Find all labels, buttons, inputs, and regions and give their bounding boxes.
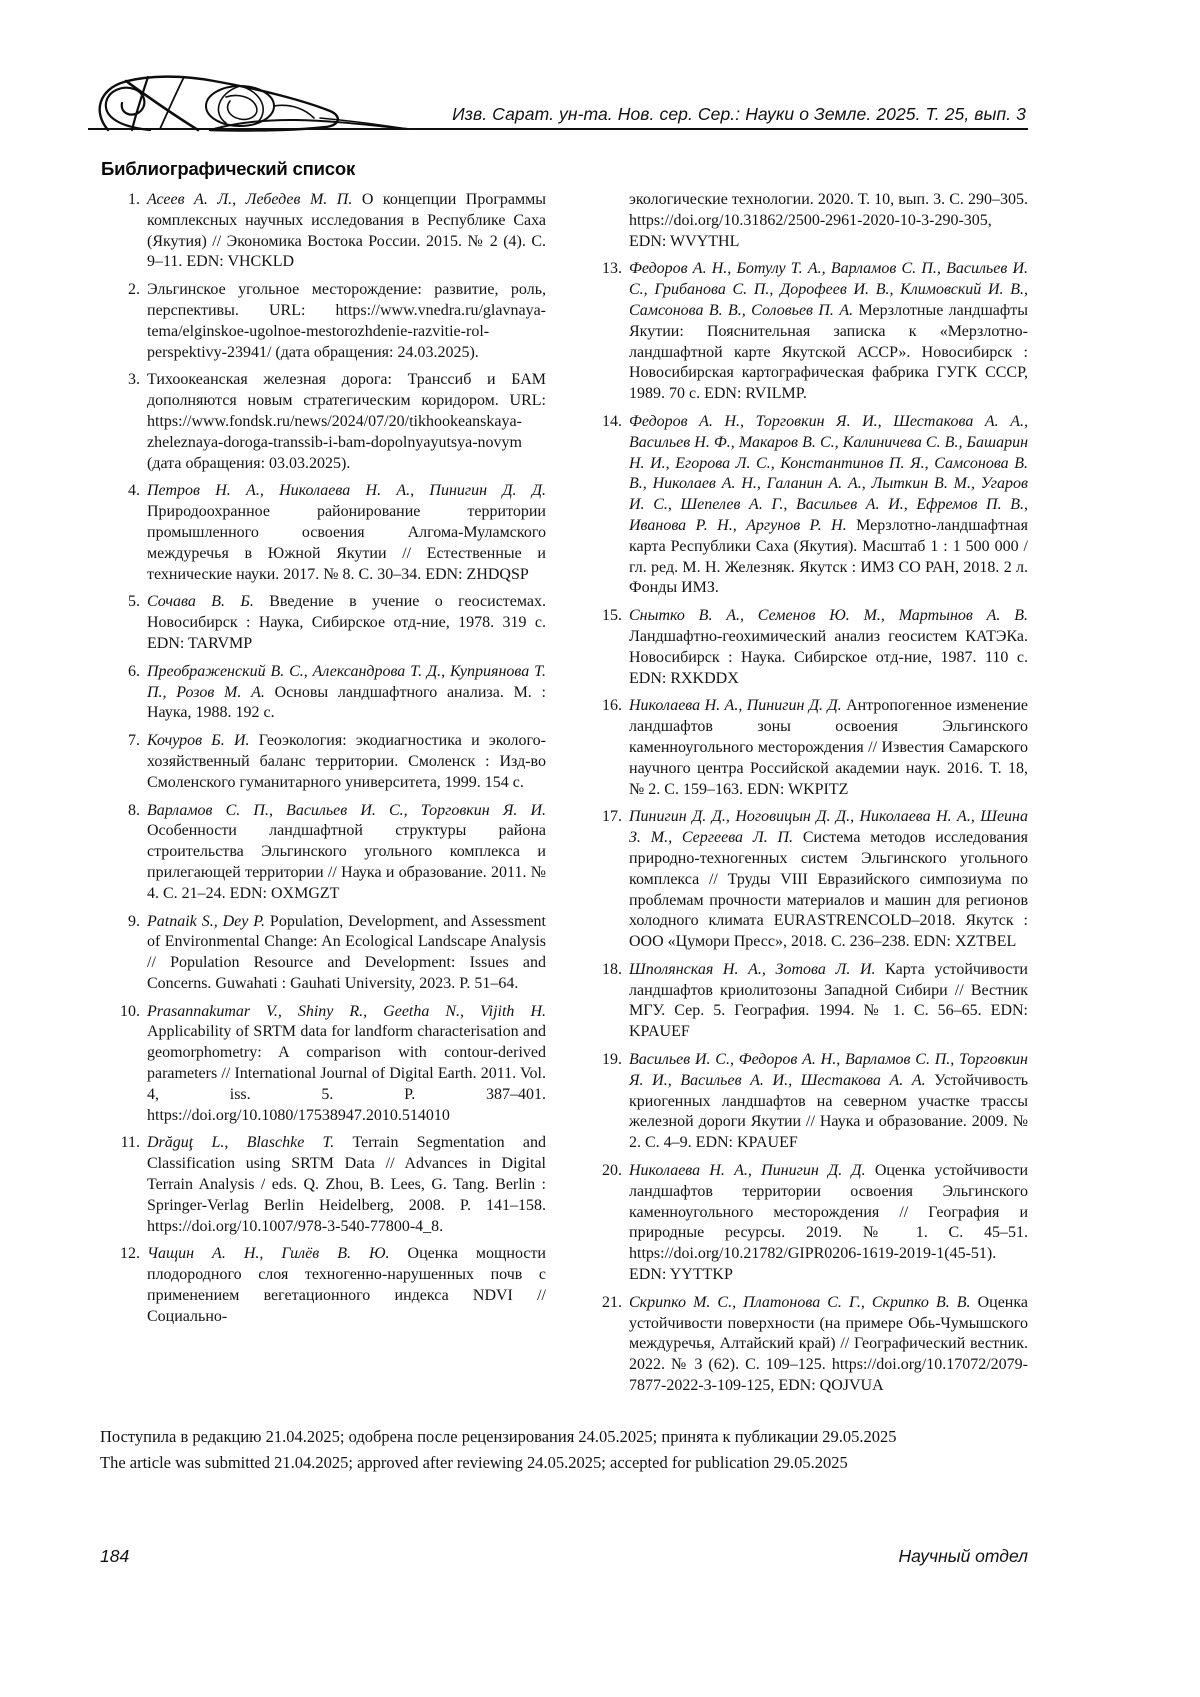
section-title: Библиографический список: [101, 158, 356, 179]
reference-item: [582, 807, 1028, 953]
reference-columns: [100, 190, 1028, 1404]
reference-item: [582, 1050, 1028, 1154]
reference-text: Prasannakumar V., Shiny R., Geetha N., Vijith H. Applicability of SRTM data for landform characterisation and geomorphometry: A comparison with contour-derived parameters // International Journal of Digital Earth. 2011. Vol. 4, iss. 5. P. 387–401. https://doi.org/10.1080/17538947.2010.514010: [147, 1002, 546, 1124]
reference-text: Николаева Н. А., Пинигин Д. Д. Оценка устойчивости ландшафтов территории освоения Эльгинского каменноугольного месторождения // География и природные ресурсы. 2019. № 1. С. 45–51. https://doi.org/10.21782/GIPR0206-1619-2019-1(45-51). EDN: YYTTKP: [629, 1162, 1028, 1284]
reference-authors: Петров Н. А., Николаева Н. А., Пинигин Д. Д.: [147, 482, 546, 500]
reference-number: 7.: [128, 732, 140, 750]
page-footer: [100, 1546, 1028, 1567]
reference-text: Преображенский В. С., Александрова Т. Д., Куприянова Т. П., Розов М. А. Основы ландшафтного анализа. М. : Наука, 1988. 192 с.: [147, 662, 546, 722]
reference-authors: Patnaik S., Dey P.: [147, 912, 270, 930]
footer-section-name: Научный отдел: [898, 1546, 1028, 1566]
reference-authors: Пинигин Д. Д., Ноговицын Д. Д., Николаева Н. А., Шеина З. М., Сергеева Л. П.: [629, 808, 1028, 847]
reference-authors: Drăguţ L., Blaschke T.: [147, 1134, 353, 1152]
reference-text: Петров Н. А., Николаева Н. А., Пинигин Д. Д. Природоохранное районирование территории промышленного освоения Алгома-Муламского междуречья в Южной Якутии // Естественные и технические науки. 2017. № 8. С. 30–34. EDN: ZHDQSP: [147, 482, 546, 583]
reference-text: Сочава В. Б. Введение в учение о геосистемах. Новосибирск : Наука, Сибирское отд-ние, 1978. 319 с. EDN: TARVMP: [147, 593, 547, 652]
reference-text: Кочуров Б. И. Геоэкология: экодиагностика и эколого-хозяйственный баланс территории. Смоленск : Изд-во Смоленского гуманитарного университета, 1999. 154 с.: [147, 732, 546, 791]
reference-item: [582, 696, 1028, 800]
page-number: 184: [100, 1546, 130, 1566]
reference-authors: Prasannakumar V., Shiny R., Geetha N., Vijith H.: [147, 1002, 546, 1020]
reference-number: 13.: [602, 260, 622, 278]
reference-text: Николаева Н. А., Пинигин Д. Д. Антропогенное изменение ландшафтов зоны освоения Эльгинского каменноугольного месторождения // Известия Самарского научного центра Российской академии наук. 2016. Т. 18, № 2. С. 159–163. EDN: WKPITZ: [629, 697, 1029, 798]
reference-item: [100, 912, 546, 995]
reference-text: Patnaik S., Dey P. Population, Development, and Assessment of Environmental Change: An Ecological Landscape Analysis // Population Resource and Development: Issues and Concerns. Guwahati : Gauhati University, 2023. P. 51–64.: [147, 912, 546, 992]
reference-item: [582, 606, 1028, 689]
reference-item: [100, 1002, 546, 1127]
reference-number: 10.: [120, 1002, 140, 1020]
reference-item: [582, 259, 1028, 405]
reference-number: 15.: [602, 607, 622, 625]
reference-authors: Кочуров Б. И.: [147, 732, 259, 750]
reference-number: 3.: [128, 371, 140, 389]
reference-number: 2.: [128, 281, 140, 299]
submission-note-ru: Поступила в редакцию 21.04.2025; одобрена после рецензирования 24.05.2025; принята к публикации 29.05.2025: [100, 1427, 897, 1446]
reference-authors: Варламов С. П., Васильев И. С., Торговкин Я. И.: [147, 801, 546, 819]
reference-text: Скрипко М. С., Платонова С. Г., Скрипко В. В. Оценка устойчивости поверхности (на примере Обь-Чумышского междуречья, Алтайский край) // Географический вестник. 2022. № 3 (62). С. 109–125. https://doi.org/10.17072/2079-7877-2022-3-109-125, EDN: QOJVUA: [629, 1293, 1028, 1395]
reference-number: 19.: [602, 1051, 622, 1069]
reference-number: 8.: [128, 801, 140, 819]
submission-note: [100, 1424, 1030, 1476]
reference-item: [100, 481, 546, 585]
reference-text: Варламов С. П., Васильев И. С., Торговкин Я. И. Особенности ландшафтной структуры района строительства Эльгинского угольного комплекса и прилегающей территории // Наука и образование. 2011. № 4. С. 21–24. EDN: OXMGZT: [147, 801, 546, 902]
reference-authors: Николаева Н. А., Пинигин Д. Д.: [629, 697, 847, 715]
references-column-right: [582, 190, 1028, 1404]
reference-item: [100, 731, 546, 793]
reference-number: 18.: [602, 960, 622, 978]
reference-number: 12.: [120, 1245, 140, 1263]
reference-item: [100, 190, 546, 273]
submission-note-en: The article was submitted 21.04.2025; approved after reviewing 24.05.2025; accepted for publication 29.05.2025: [100, 1453, 848, 1472]
reference-authors: Николаева Н. А., Пинигин Д. Д.: [629, 1162, 875, 1180]
reference-item: [582, 1293, 1028, 1397]
reference-text: Асеев А. Л., Лебедев М. П. О концепции Программы комплексных научных исследования в Республике Саха (Якутия) // Экономика Востока России. 2015. № 2 (4). С. 9–11. EDN: VHCKLD: [147, 191, 546, 271]
reference-number: 17.: [602, 808, 622, 826]
reference-item: [582, 960, 1028, 1043]
reference-authors: Васильев И. С., Федоров А. Н., Варламов С. П., Торговкин Я. И., Васильев А. И., Шестакова А. А.: [629, 1051, 1028, 1089]
reference-number: 11.: [120, 1134, 140, 1152]
reference-item: [582, 1161, 1028, 1286]
reference-text: Пинигин Д. Д., Ноговицын Д. Д., Николаева Н. А., Шеина З. М., Сергеева Л. П. Система методов исследования природно-техногенных систем Эльгинского угольного комплекса // Труды VIII Евразийского симпозиума по проблемам прочности материалов и машин для регионов холодного климата EURASTRENCOLD–2018. Якутск : ООО «Цумори Пресс», 2018. С. 236–238. EDN: XZTBEL: [629, 808, 1028, 951]
reference-text: Шполянская Н. А., Зотова Л. И. Карта устойчивости ландшафтов криолитозоны Западной Сибири // Вестник МГУ. Сер. 5. География. 1994. № 1. С. 56–65. EDN: KPAUEF: [629, 960, 1028, 1041]
reference-authors: Скрипко М. С., Платонова С. Г., Скрипко В. В.: [629, 1293, 978, 1311]
reference-number: 4.: [128, 482, 140, 500]
reference-authors: Сочава В. Б.: [147, 593, 270, 611]
reference-authors: Чащин А. Н., Гилёв В. Ю.: [147, 1245, 408, 1263]
reference-authors: Снытко В. А., Семенов Ю. М., Мартынов А. В.: [629, 607, 1028, 625]
reference-number: 1.: [128, 191, 140, 208]
reference-item: [100, 1133, 546, 1237]
reference-authors: Асеев А. Л., Лебедев М. П.: [147, 191, 362, 208]
reference-continuation: экологические технологии. 2020. Т. 10, вып. 3. С. 290–305. https://doi.org/10.31862/2500-2961-2020-10-3-290-305, EDN: WVYTHL: [629, 191, 1028, 250]
art-nouveau-ornament-icon: [90, 73, 410, 133]
reference-text: Эльгинское угольное месторождение: развитие, роль, перспективы. URL: https://www.vnedra.ru/glavnaya-tema/elginskoe-ugolnoe-mestorozhdenie-razvitie-rol-perspektivy-23941/ (дата обращения: 24.03.2025).: [147, 281, 546, 361]
reference-authors: Шполянская Н. А., Зотова Л. И.: [629, 960, 886, 978]
reference-item: [100, 1244, 546, 1327]
reference-item: [100, 801, 546, 905]
references-column-left: [100, 190, 546, 1404]
reference-item: [100, 662, 546, 724]
reference-text: Чащин А. Н., Гилёв В. Ю. Оценка мощности плодородного слоя техногенно-нарушенных почв с применением вегетационного индекса NDVI // Социально-: [147, 1245, 546, 1325]
reference-number: 16.: [602, 697, 622, 715]
reference-text: Тихоокеанская железная дорога: Транссиб и БАМ дополняются новым стратегическим коридором. URL: https://www.fondsk.ru/news/2024/07/20/tikhookeanskaya-zheleznaya-doroga-transsib-i-bam-dopolnyayutsya-novym (дата обращения: 03.03.2025).: [147, 371, 546, 472]
reference-authors: Преображенский В. С., Александрова Т. Д., Куприянова Т. П., Розов М. А.: [147, 662, 546, 701]
reference-text: Drăguţ L., Blaschke T. Terrain Segmentation and Classification using SRTM Data // Advances in Digital Terrain Analysis / eds. Q. Zhou, B. Lees, G. Tang. Berlin : Springer-Verlag Berlin Heidelberg, 2008. P. 141–158. https://doi.org/10.1007/978-3-540-77800-4_8.: [147, 1134, 546, 1235]
journal-title: Изв. Сарат. ун-та. Нов. сер. Сер.: Науки о Земле. 2025. Т. 25, вып. 3: [452, 104, 1026, 124]
reference-text: Васильев И. С., Федоров А. Н., Варламов С. П., Торговкин Я. И., Васильев А. И., Шестакова А. А. Устойчивость криогенных ландшафтов на северном участке трассы железной дороги Якутии // Наука и образование. 2009. № 2. С. 4–9. EDN: KPAUEF: [629, 1051, 1028, 1152]
reference-number: 14.: [602, 412, 622, 430]
reference-text: Федоров А. Н., Торговкин Я. И., Шестакова А. А., Васильев Н. Ф., Макаров В. С., Калиничева С. В., Башарин Н. И., Егорова Л. С., Константинов П. Я., Самсонова В. В., Николаев А. Н., Галанин А. А., Лыткин В. М., Угаров И. С., Шепелев А. Г., Васильев А. И., Ефремов П. В., Иванова Р. Н., Аргунов Р. Н. Мерзлотно-ландшафтная карта Республики Саха (Якутия). Масштаб 1 : 1 500 000 / гл. ред. М. Н. Железняк. Якутск : ИМЗ СО РАН, 2018. 2 л. Фонды ИМЗ.: [629, 412, 1028, 597]
reference-number: 6.: [128, 662, 140, 680]
reference-item: [100, 280, 546, 363]
reference-text: Снытко В. А., Семенов Ю. М., Мартынов А. В. Ландшафтно-геохимический анализ геосистем КАТЭКа. Новосибирск : Наука. Сибирское отд-ние, 1987. 110 с. EDN: RXKDDX: [629, 607, 1028, 687]
reference-number: 20.: [602, 1162, 622, 1180]
reference-number: 21.: [602, 1293, 622, 1311]
reference-authors: Федоров А. Н., Торговкин Я. И., Шестакова А. А., Васильев Н. Ф., Макаров В. С., Калиничева С. В., Башарин Н. И., Егорова Л. С., Константинов П. Я., Самсонова В. В., Николаев А. Н., Галанин А. А., Лыткин В. М., Угаров И. С., Шепелев А. Г., Васильев А. И., Ефремов П. В., Иванова Р. Н., Аргунов Р. Н.: [629, 412, 1028, 534]
reference-item: [100, 592, 546, 654]
reference-number: 9.: [128, 912, 140, 930]
reference-item: [100, 370, 546, 474]
reference-number: 5.: [128, 593, 140, 611]
reference-authors: Федоров А. Н., Ботулу Т. А., Варламов С. П., Васильев И. С., Грибанова С. П., Дорофеев И. В., Климовский И. В., Самсонова В. В., Соловьев П. А.: [629, 260, 1028, 319]
reference-text: Федоров А. Н., Ботулу Т. А., Варламов С. П., Васильев И. С., Грибанова С. П., Дорофеев И. В., Климовский И. В., Самсонова В. В., Соловьев П. А. Мерзлотные ландшафты Якутии: Пояснительная записка к «Мерзлотно-ландшафтной карте Якутской АССР». Новосибирск : Новосибирская картографическая фабрика ГУГК СССР, 1989. 70 с. EDN: RVILMP.: [629, 260, 1029, 403]
reference-item: [582, 412, 1028, 599]
page-header: [88, 74, 1028, 130]
